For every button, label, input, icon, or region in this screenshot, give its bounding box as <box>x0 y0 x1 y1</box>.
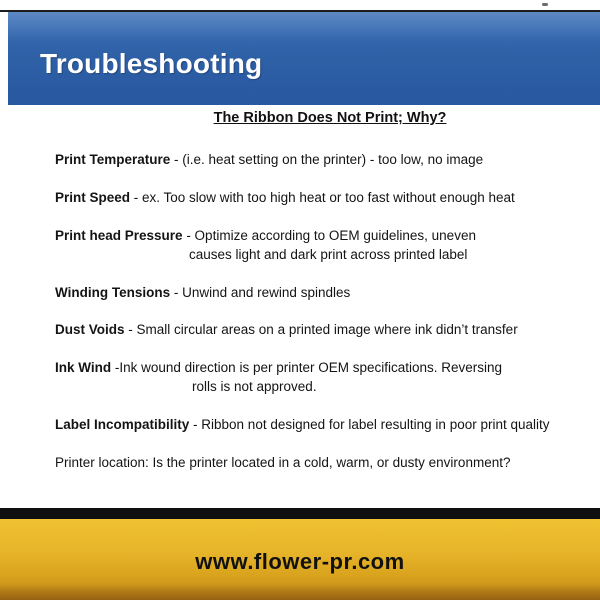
footer-stripe <box>0 508 600 519</box>
list-item-print-speed <box>55 188 515 207</box>
title-bar <box>8 12 600 105</box>
item-term: Print Speed <box>55 190 131 205</box>
list-item-dust-voids <box>55 320 518 339</box>
item-text: - Optimize according to OEM guidelines, uneven <box>182 228 476 243</box>
footer-band <box>0 519 600 600</box>
item-text: - ex. Too slow with too high heat or too fast without enough heat <box>130 190 515 205</box>
item-text: - Ribbon not designed for label resulting in poor print quality <box>189 417 550 432</box>
item-term: Print head Pressure <box>55 228 183 243</box>
title-bar-highlight <box>8 12 600 42</box>
item-term: Print Temperature <box>55 152 171 167</box>
item-text: - Unwind and rewind spindles <box>170 285 351 300</box>
list-item-ink-wind <box>55 358 502 377</box>
item-continuation: causes light and dark print across printed label <box>189 247 468 262</box>
item-continuation: rolls is not approved. <box>192 379 317 394</box>
item-text: - (i.e. heat setting on the printer) - too low, no image <box>170 152 484 167</box>
item-term: Label Incompatibility <box>55 417 190 432</box>
slide-title: Troubleshooting <box>40 48 263 79</box>
item-text: -Ink wound direction is per printer OEM specifications. Reversing <box>111 360 503 375</box>
footer-shadow <box>0 584 600 600</box>
list-item-print-temperature <box>55 150 483 169</box>
website-url: www.flower-pr.com <box>195 549 405 574</box>
item-text: - Small circular areas on a printed image where ink didn’t transfer <box>124 322 518 337</box>
list-item-winding-tensions <box>55 283 350 302</box>
item-term: Dust Voids <box>55 322 125 337</box>
top-marker <box>542 3 548 6</box>
list-item-label-incompatibility <box>55 415 550 434</box>
list-item-print-head-pressure <box>55 226 476 245</box>
item-term: Winding Tensions <box>55 285 171 300</box>
closing-question: Printer location: Is the printer located in a cold, warm, or dusty environment? <box>55 455 511 470</box>
slide-subtitle: The Ribbon Does Not Print; Why? <box>213 110 447 126</box>
footer <box>0 508 600 600</box>
item-term: Ink Wind <box>55 360 112 375</box>
top-strip <box>0 0 600 12</box>
